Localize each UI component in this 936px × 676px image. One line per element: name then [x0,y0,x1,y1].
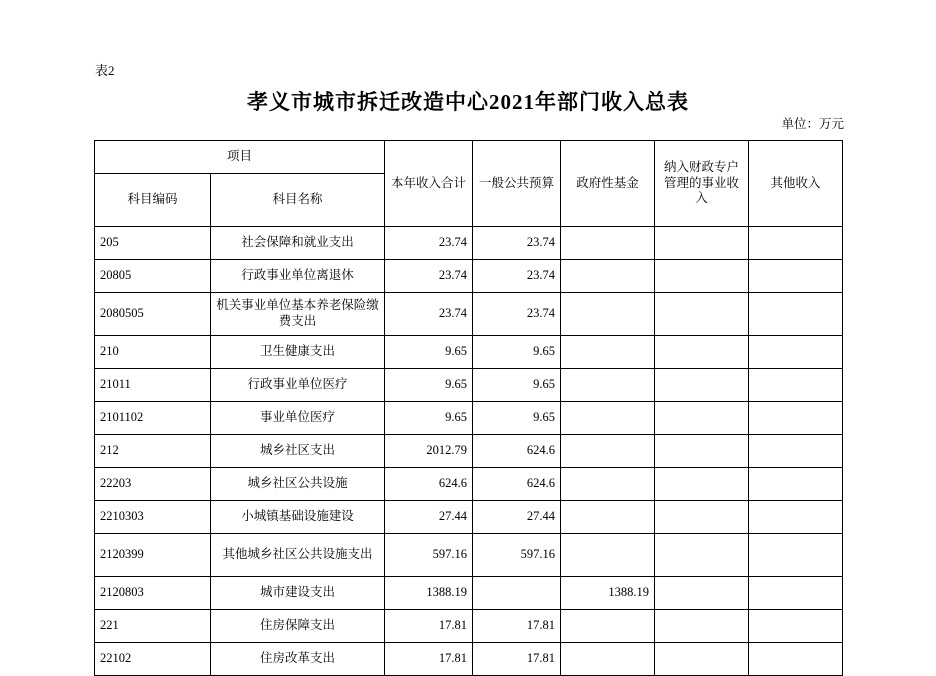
table-row [95,260,843,293]
cell-gov-fund [561,369,655,402]
header-col-special-account: 纳入财政专户管理的事业收入 [655,141,749,227]
cell-name: 行政事业单位医疗 [211,369,385,402]
cell-name: 其他城乡社区公共设施支出 [211,534,385,577]
cell-code: 2120803 [95,577,211,610]
cell-name: 社会保障和就业支出 [211,227,385,260]
cell-name: 城市建设支出 [211,577,385,610]
cell-gov-fund [561,260,655,293]
cell-public-budget: 23.74 [473,227,561,260]
budget-income-table [94,140,843,676]
table-row [95,336,843,369]
cell-public-budget: 9.65 [473,402,561,435]
table-body [95,227,843,676]
header-col-other: 其他收入 [749,141,843,227]
cell-name: 小城镇基础设施建设 [211,501,385,534]
cell-other [749,369,843,402]
cell-other [749,534,843,577]
cell-total: 9.65 [385,369,473,402]
cell-other [749,227,843,260]
cell-name: 住房改革支出 [211,643,385,676]
cell-other [749,610,843,643]
cell-special-account [655,402,749,435]
cell-code: 212 [95,435,211,468]
sheet-label: 表2 [95,63,115,78]
cell-special-account [655,435,749,468]
cell-code: 2120399 [95,534,211,577]
cell-special-account [655,369,749,402]
cell-gov-fund [561,402,655,435]
header-col-total: 本年收入合计 [385,141,473,227]
header-col-name: 科目名称 [211,174,385,227]
cell-gov-fund [561,501,655,534]
table-row [95,610,843,643]
table-header-row-1 [95,141,843,174]
table-row [95,293,843,336]
cell-code: 2101102 [95,402,211,435]
table-row [95,227,843,260]
cell-public-budget: 624.6 [473,435,561,468]
cell-gov-fund [561,643,655,676]
cell-special-account [655,643,749,676]
cell-code: 22203 [95,468,211,501]
cell-other [749,435,843,468]
cell-gov-fund [561,336,655,369]
cell-total: 17.81 [385,610,473,643]
page-title: 孝义市城市拆迁改造中心2021年部门收入总表 [247,90,689,114]
table-row [95,369,843,402]
cell-public-budget: 27.44 [473,501,561,534]
header-group-item: 项目 [95,141,385,174]
cell-total: 23.74 [385,227,473,260]
table-row [95,501,843,534]
cell-other [749,468,843,501]
cell-other [749,402,843,435]
cell-gov-fund [561,468,655,501]
cell-other [749,293,843,336]
table-row [95,643,843,676]
header-col-code: 科目编码 [95,174,211,227]
cell-code: 20805 [95,260,211,293]
header-col-gov-fund: 政府性基金 [561,141,655,227]
table-row [95,577,843,610]
cell-public-budget: 9.65 [473,336,561,369]
cell-total: 17.81 [385,643,473,676]
cell-other [749,336,843,369]
cell-code: 22102 [95,643,211,676]
cell-special-account [655,468,749,501]
cell-total: 2012.79 [385,435,473,468]
cell-special-account [655,336,749,369]
cell-public-budget: 17.81 [473,643,561,676]
cell-total: 1388.19 [385,577,473,610]
cell-code: 2210303 [95,501,211,534]
cell-public-budget: 9.65 [473,369,561,402]
cell-special-account [655,534,749,577]
cell-special-account [655,293,749,336]
cell-other [749,260,843,293]
table-row [95,435,843,468]
cell-total: 9.65 [385,336,473,369]
cell-name: 城乡社区支出 [211,435,385,468]
cell-name: 事业单位医疗 [211,402,385,435]
cell-public-budget: 23.74 [473,293,561,336]
cell-gov-fund: 1388.19 [561,577,655,610]
cell-special-account [655,227,749,260]
header-col-public-budget: 一般公共预算 [473,141,561,227]
cell-name: 行政事业单位离退休 [211,260,385,293]
cell-name: 机关事业单位基本养老保险缴费支出 [211,293,385,336]
cell-code: 221 [95,610,211,643]
table-row [95,402,843,435]
cell-total: 23.74 [385,293,473,336]
cell-name: 城乡社区公共设施 [211,468,385,501]
cell-public-budget: 597.16 [473,534,561,577]
cell-public-budget: 17.81 [473,610,561,643]
table-row [95,468,843,501]
cell-gov-fund [561,293,655,336]
cell-special-account [655,501,749,534]
cell-code: 205 [95,227,211,260]
cell-name: 卫生健康支出 [211,336,385,369]
cell-special-account [655,577,749,610]
cell-other [749,501,843,534]
cell-total: 624.6 [385,468,473,501]
cell-name: 住房保障支出 [211,610,385,643]
cell-public-budget [473,577,561,610]
cell-special-account [655,610,749,643]
cell-public-budget: 624.6 [473,468,561,501]
cell-total: 597.16 [385,534,473,577]
cell-gov-fund [561,435,655,468]
cell-gov-fund [561,534,655,577]
cell-other [749,643,843,676]
table-row [95,534,843,577]
cell-total: 27.44 [385,501,473,534]
cell-public-budget: 23.74 [473,260,561,293]
unit-label: 单位：万元 [781,117,844,131]
cell-total: 9.65 [385,402,473,435]
cell-total: 23.74 [385,260,473,293]
cell-code: 21011 [95,369,211,402]
cell-gov-fund [561,610,655,643]
cell-special-account [655,260,749,293]
cell-code: 210 [95,336,211,369]
cell-other [749,577,843,610]
cell-code: 2080505 [95,293,211,336]
cell-gov-fund [561,227,655,260]
